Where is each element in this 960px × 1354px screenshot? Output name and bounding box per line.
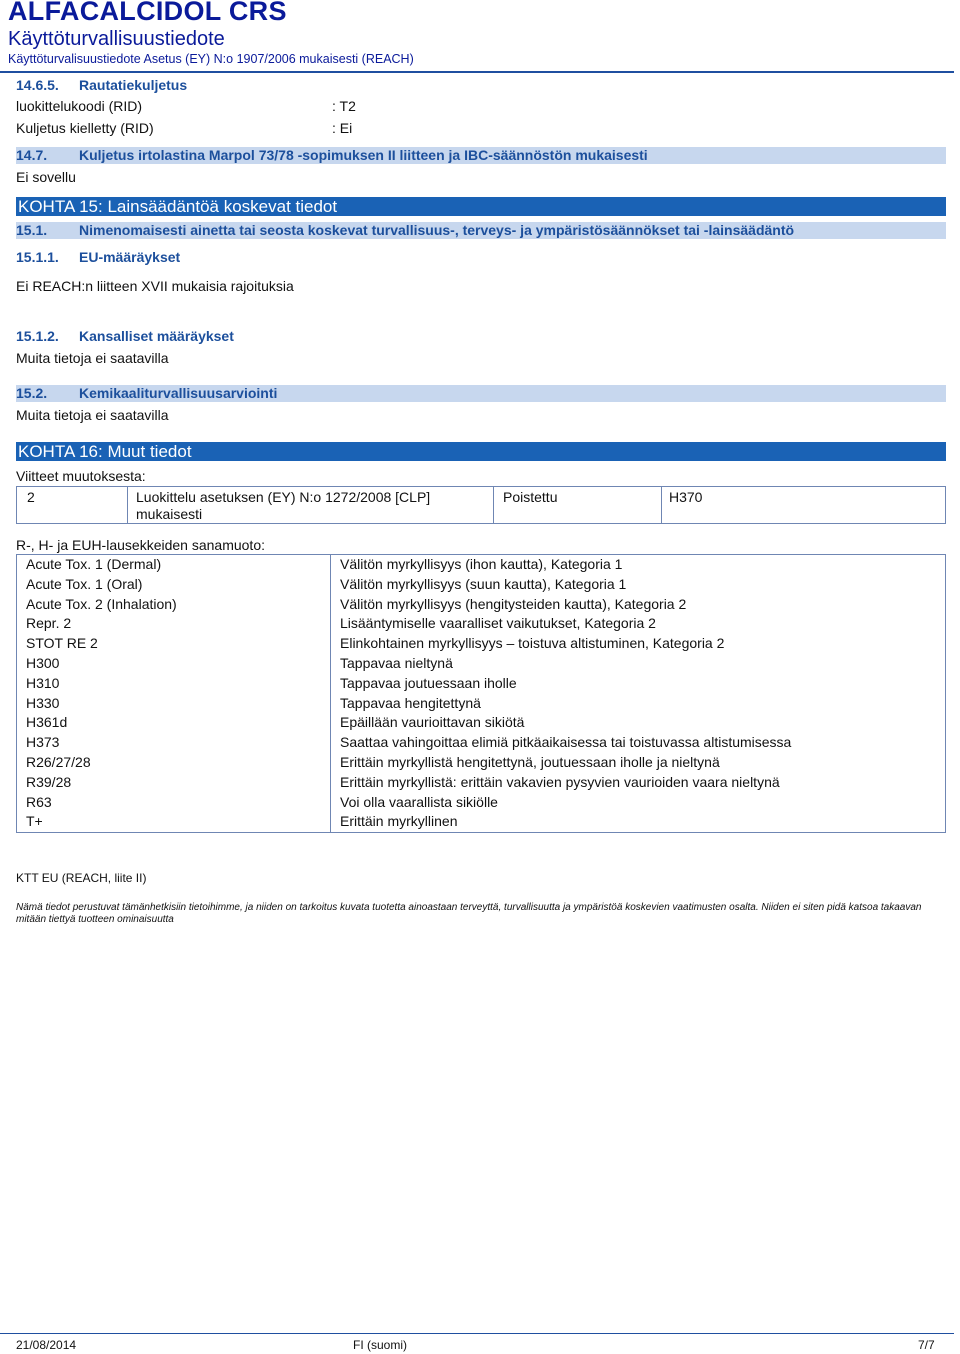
section-15-1-1-heading	[16, 249, 180, 265]
phrase-text-cell: Erittäin myrkyllistä: erittäin vakavien pysyvien vaurioiden vaara nieltynä	[331, 773, 946, 793]
table-row	[17, 487, 946, 524]
changes-label: Viitteet muutoksesta:	[16, 468, 146, 484]
phrase-text-cell: Elinkohtainen myrkyllisyys – toistuva altistuminen, Kategoria 2	[331, 634, 946, 654]
phrase-text-cell: Tappavaa nieltynä	[331, 654, 946, 674]
phrase-text-cell: Voi olla vaarallista sikiölle	[331, 793, 946, 813]
phrase-code-cell: H310	[17, 674, 331, 694]
table-row	[17, 674, 946, 694]
section-15-1-1-text: Ei REACH:n liitteen XVII mukaisia rajoituksia	[16, 278, 294, 294]
phrase-code-cell: Acute Tox. 1 (Dermal)	[17, 555, 331, 575]
phrase-code-cell: STOT RE 2	[17, 634, 331, 654]
phrases-table	[16, 554, 946, 833]
section-title: Kuljetus irtolastina Marpol 73/78 -sopimuksen II liitteen ja IBC-säännöstön mukaisesti	[79, 147, 648, 163]
section-title: Kemikaaliturvallisuusarviointi	[79, 385, 278, 401]
ktt-line: KTT EU (REACH, liite II)	[16, 871, 147, 885]
phrase-text-cell: Erittäin myrkyllistä hengitettynä, joutuessaan iholle ja nieltynä	[331, 753, 946, 773]
footer-rule	[0, 1333, 954, 1334]
table-row	[17, 694, 946, 714]
rid-forbidden-label: Kuljetus kielletty (RID)	[16, 120, 154, 136]
table-row	[17, 614, 946, 634]
phrase-code-cell: R39/28	[17, 773, 331, 793]
section-number: 15.1.2.	[16, 328, 59, 344]
section-15-title: KOHTA 15: Lainsäädäntöä koskevat tiedot	[18, 197, 338, 216]
phrase-text-cell: Tappavaa joutuessaan iholle	[331, 674, 946, 694]
phrase-code-cell: Repr. 2	[17, 614, 331, 634]
rid-forbidden-value: : Ei	[332, 120, 353, 136]
section-15-2-text: Muita tietoja ei saatavilla	[16, 407, 169, 423]
section-15-2-heading	[16, 385, 277, 401]
phrase-text-cell: Välitön myrkyllisyys (suun kautta), Kategoria 1	[331, 575, 946, 595]
table-row	[17, 773, 946, 793]
change-type-cell: Poistettu	[494, 487, 662, 524]
phrase-text-cell: Saattaa vahingoittaa elimiä pitkäaikaisessa tai toistuvassa altistumisessa	[331, 733, 946, 753]
header-rule	[0, 71, 954, 73]
phrase-text-cell: Tappavaa hengitettynä	[331, 694, 946, 714]
section-number: 14.6.5.	[16, 77, 59, 93]
phrase-code-cell: Acute Tox. 2 (Inhalation)	[17, 595, 331, 615]
phrase-text-cell: Välitön myrkyllisyys (hengitysteiden kautta), Kategoria 2	[331, 595, 946, 615]
phrase-code-cell: H361d	[17, 713, 331, 733]
phrase-text-cell: Epäillään vaurioittavan sikiötä	[331, 713, 946, 733]
table-row	[17, 812, 946, 832]
phrase-code-cell: R26/27/28	[17, 753, 331, 773]
change-description-cell: Luokittelu asetuksen (EY) N:o 1272/2008 [CLP] mukaisesti	[128, 487, 494, 524]
section-number: 15.1.1.	[16, 249, 59, 265]
changes-table	[16, 486, 946, 524]
section-16-title: KOHTA 16: Muut tiedot	[18, 442, 192, 461]
rid-code-value: : T2	[332, 98, 356, 114]
section-14-6-5-heading	[16, 77, 187, 93]
table-row	[17, 595, 946, 615]
table-row	[17, 555, 946, 575]
section-16-bar	[16, 442, 946, 461]
section-15-bar	[16, 197, 946, 216]
section-15-1-2-text: Muita tietoja ei saatavilla	[16, 350, 169, 366]
phrase-text-cell: Välitön myrkyllisyys (ihon kautta), Kategoria 1	[331, 555, 946, 575]
section-14-7-text: Ei sovellu	[16, 169, 76, 185]
regulation-line: Käyttöturvalisuustiedote Asetus (EY) N:o 1907/2006 mukaisesti (REACH)	[8, 52, 414, 66]
table-row	[17, 733, 946, 753]
phrase-code-cell: H330	[17, 694, 331, 714]
table-row	[17, 713, 946, 733]
section-number: 14.7.	[16, 147, 48, 163]
table-row	[17, 634, 946, 654]
table-row	[17, 654, 946, 674]
table-row	[17, 575, 946, 595]
disclaimer: Nämä tiedot perustuvat tämänhetkisiin tietoihimme, ja niiden on tarkoitus kuvata tuotetta ainoastaan terveyttä, turvallisuutta ja ympäristöä koskevien vaatimusten osalta. Niiden ei siten pidä katsoa takaavan mitään tiettyä tuotteen ominaisuutta	[16, 902, 922, 925]
phrase-text-cell: Lisääntymiselle vaaralliset vaikutukset, Kategoria 2	[331, 614, 946, 634]
section-title: EU-määräykset	[79, 249, 181, 265]
footer-date: 21/08/2014	[16, 1338, 77, 1352]
table-row	[17, 793, 946, 813]
section-title: Rautatiekuljetus	[79, 77, 188, 93]
phrase-text-cell: Erittäin myrkyllinen	[331, 812, 946, 832]
section-14-7-heading	[16, 147, 648, 163]
rid-code-label: luokittelukoodi (RID)	[16, 98, 143, 114]
phrase-code-cell: R63	[17, 793, 331, 813]
section-title: Kansalliset määräykset	[79, 328, 234, 344]
phrase-code-cell: H300	[17, 654, 331, 674]
document-title: Käyttöturvallisuustiedote	[8, 28, 225, 50]
section-number: 15.2.	[16, 385, 48, 401]
change-code-cell: H370	[662, 487, 946, 524]
phrase-code-cell: T+	[17, 812, 331, 832]
section-15-1-heading	[16, 222, 794, 238]
footer-page-number: 7/7	[918, 1338, 935, 1352]
section-title: Nimenomaisesti ainetta tai seosta koskevat turvallisuus-, terveys- ja ympäristösäännökset tai -lainsäädäntö	[79, 222, 795, 238]
change-number-cell: 2	[17, 487, 128, 524]
footer-language: FI (suomi)	[353, 1338, 407, 1352]
section-number: 15.1.	[16, 222, 48, 238]
phrase-code-cell: Acute Tox. 1 (Oral)	[17, 575, 331, 595]
phrase-code-cell: H373	[17, 733, 331, 753]
table-row	[17, 753, 946, 773]
product-name: ALFACALCIDOL CRS	[8, 0, 287, 26]
section-15-1-2-heading	[16, 328, 234, 344]
phrases-label: R-, H- ja EUH-lausekkeiden sanamuoto:	[16, 537, 265, 553]
